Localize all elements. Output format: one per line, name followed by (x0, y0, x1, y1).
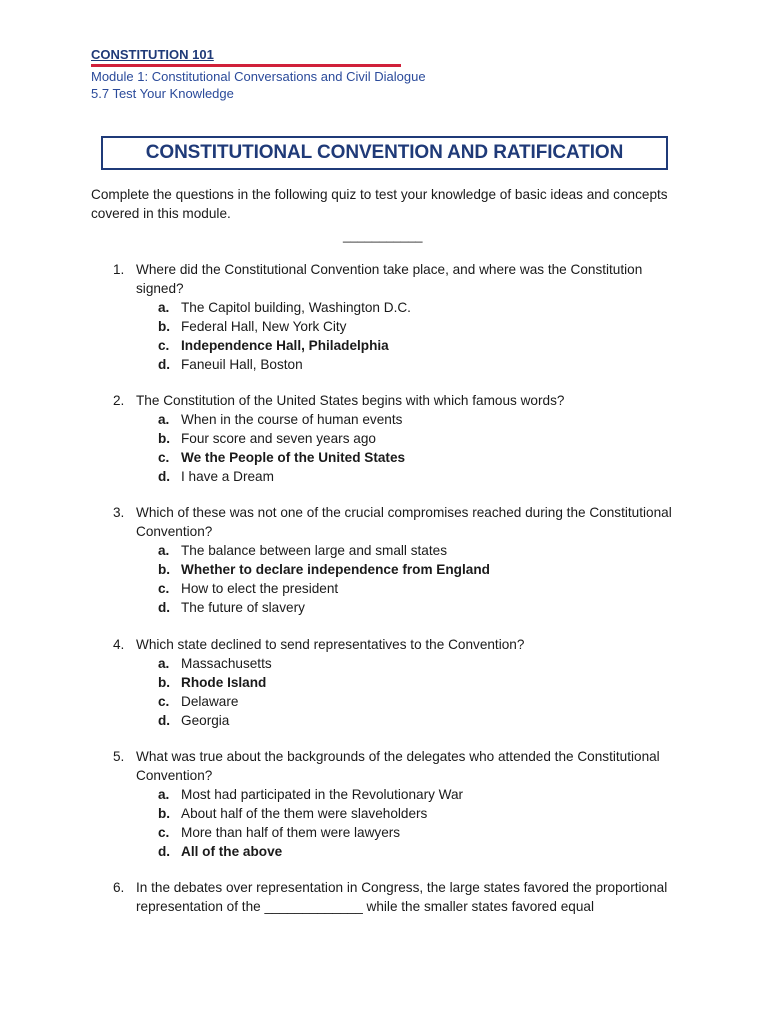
option-list (158, 298, 693, 374)
question-6 (113, 878, 693, 916)
module-title: Module 1: Constitutional Conversations and Civil Dialogue (91, 69, 426, 84)
page-title: CONSTITUTIONAL CONVENTION AND RATIFICATION (145, 142, 624, 163)
question-text: Which state declined to send representatives to the Convention? (136, 637, 525, 652)
option-letter: a. (158, 787, 170, 802)
option-d (158, 711, 693, 730)
option-letter: c. (158, 338, 170, 353)
option-b (158, 317, 693, 336)
option-letter: b. (158, 562, 171, 577)
option-letter: d. (158, 600, 171, 615)
question-text: The Constitution of the United States begins with which famous words? (136, 393, 565, 408)
option-letter: b. (158, 431, 171, 446)
section-title: 5.7 Test Your Knowledge (91, 86, 234, 101)
option-list (158, 654, 693, 730)
option-a (158, 541, 693, 560)
option-b (158, 560, 693, 579)
option-letter: c. (158, 581, 170, 596)
option-c (158, 579, 693, 598)
option-letter: a. (158, 300, 170, 315)
option-c (158, 823, 693, 842)
question-text: Which of these was not one of the crucial compromises reached during the Constitutional Convention? (136, 505, 672, 539)
option-text: Federal Hall, New York City (181, 319, 347, 334)
question-number: 3. (113, 505, 125, 520)
option-letter: b. (158, 806, 171, 821)
option-letter: c. (158, 825, 170, 840)
brand-title: CONSTITUTION 101 (91, 47, 214, 62)
question-text: What was true about the backgrounds of the delegates who attended the Constitutional Convention? (136, 749, 660, 783)
option-d (158, 355, 693, 374)
option-text: The balance between large and small states (181, 543, 447, 558)
question-number: 5. (113, 749, 125, 764)
intro-text: Complete the questions in the following quiz to test your knowledge of basic ideas and concepts covered in this module. (91, 187, 668, 221)
option-letter: c. (158, 450, 170, 465)
option-text: When in the course of human events (181, 412, 403, 427)
option-list (158, 541, 693, 617)
option-letter: b. (158, 675, 171, 690)
option-text-correct: Independence Hall, Philadelphia (181, 338, 389, 353)
question-number: 1. (113, 262, 125, 277)
question-1 (113, 260, 693, 374)
option-letter: a. (158, 656, 170, 671)
option-c (158, 692, 693, 711)
question-text: In the debates over representation in Congress, the large states favored the proportional representation of the _____________ while the smaller states favored equal (136, 880, 668, 914)
question-number: 2. (113, 393, 125, 408)
question-5 (113, 747, 693, 861)
option-letter: b. (158, 319, 171, 334)
option-letter: a. (158, 543, 170, 558)
option-text: Georgia (181, 713, 230, 728)
option-text: The Capitol building, Washington D.C. (181, 300, 411, 315)
option-text: About half of the them were slaveholders (181, 806, 428, 821)
question-4 (113, 635, 693, 730)
option-c (158, 336, 693, 355)
option-text: Four score and seven years ago (181, 431, 376, 446)
option-d (158, 467, 693, 486)
option-b (158, 429, 693, 448)
option-text: I have a Dream (181, 469, 274, 484)
question-3 (113, 503, 693, 617)
option-a (158, 785, 693, 804)
option-letter: d. (158, 713, 171, 728)
option-letter: d. (158, 469, 171, 484)
option-text-correct: Whether to declare independence from England (181, 562, 490, 577)
question-number: 6. (113, 880, 125, 895)
question-text: Where did the Constitutional Convention take place, and where was the Constitution signed? (136, 262, 643, 296)
question-number: 4. (113, 637, 125, 652)
option-text-correct: Rhode Island (181, 675, 267, 690)
option-list (158, 785, 693, 861)
option-text-correct: We the People of the United States (181, 450, 406, 465)
option-text: More than half of them were lawyers (181, 825, 401, 840)
option-d (158, 598, 693, 617)
header-rule (91, 64, 401, 67)
option-letter: d. (158, 357, 171, 372)
option-text: Faneuil Hall, Boston (181, 357, 303, 372)
option-text: The future of slavery (181, 600, 305, 615)
option-text-correct: All of the above (181, 844, 283, 859)
option-d (158, 842, 693, 861)
option-letter: a. (158, 412, 170, 427)
option-a (158, 298, 693, 317)
page-title-box (101, 136, 668, 170)
option-c (158, 448, 693, 467)
option-list (158, 410, 693, 486)
question-2 (113, 391, 693, 486)
option-b (158, 673, 693, 692)
divider-line: ___________ (343, 228, 423, 243)
option-letter: d. (158, 844, 171, 859)
option-text: Delaware (181, 694, 239, 709)
option-text: How to elect the president (181, 581, 339, 596)
option-text: Massachusetts (181, 656, 272, 671)
option-letter: c. (158, 694, 170, 709)
option-text: Most had participated in the Revolutionary War (181, 787, 464, 802)
option-a (158, 410, 693, 429)
option-b (158, 804, 693, 823)
option-a (158, 654, 693, 673)
